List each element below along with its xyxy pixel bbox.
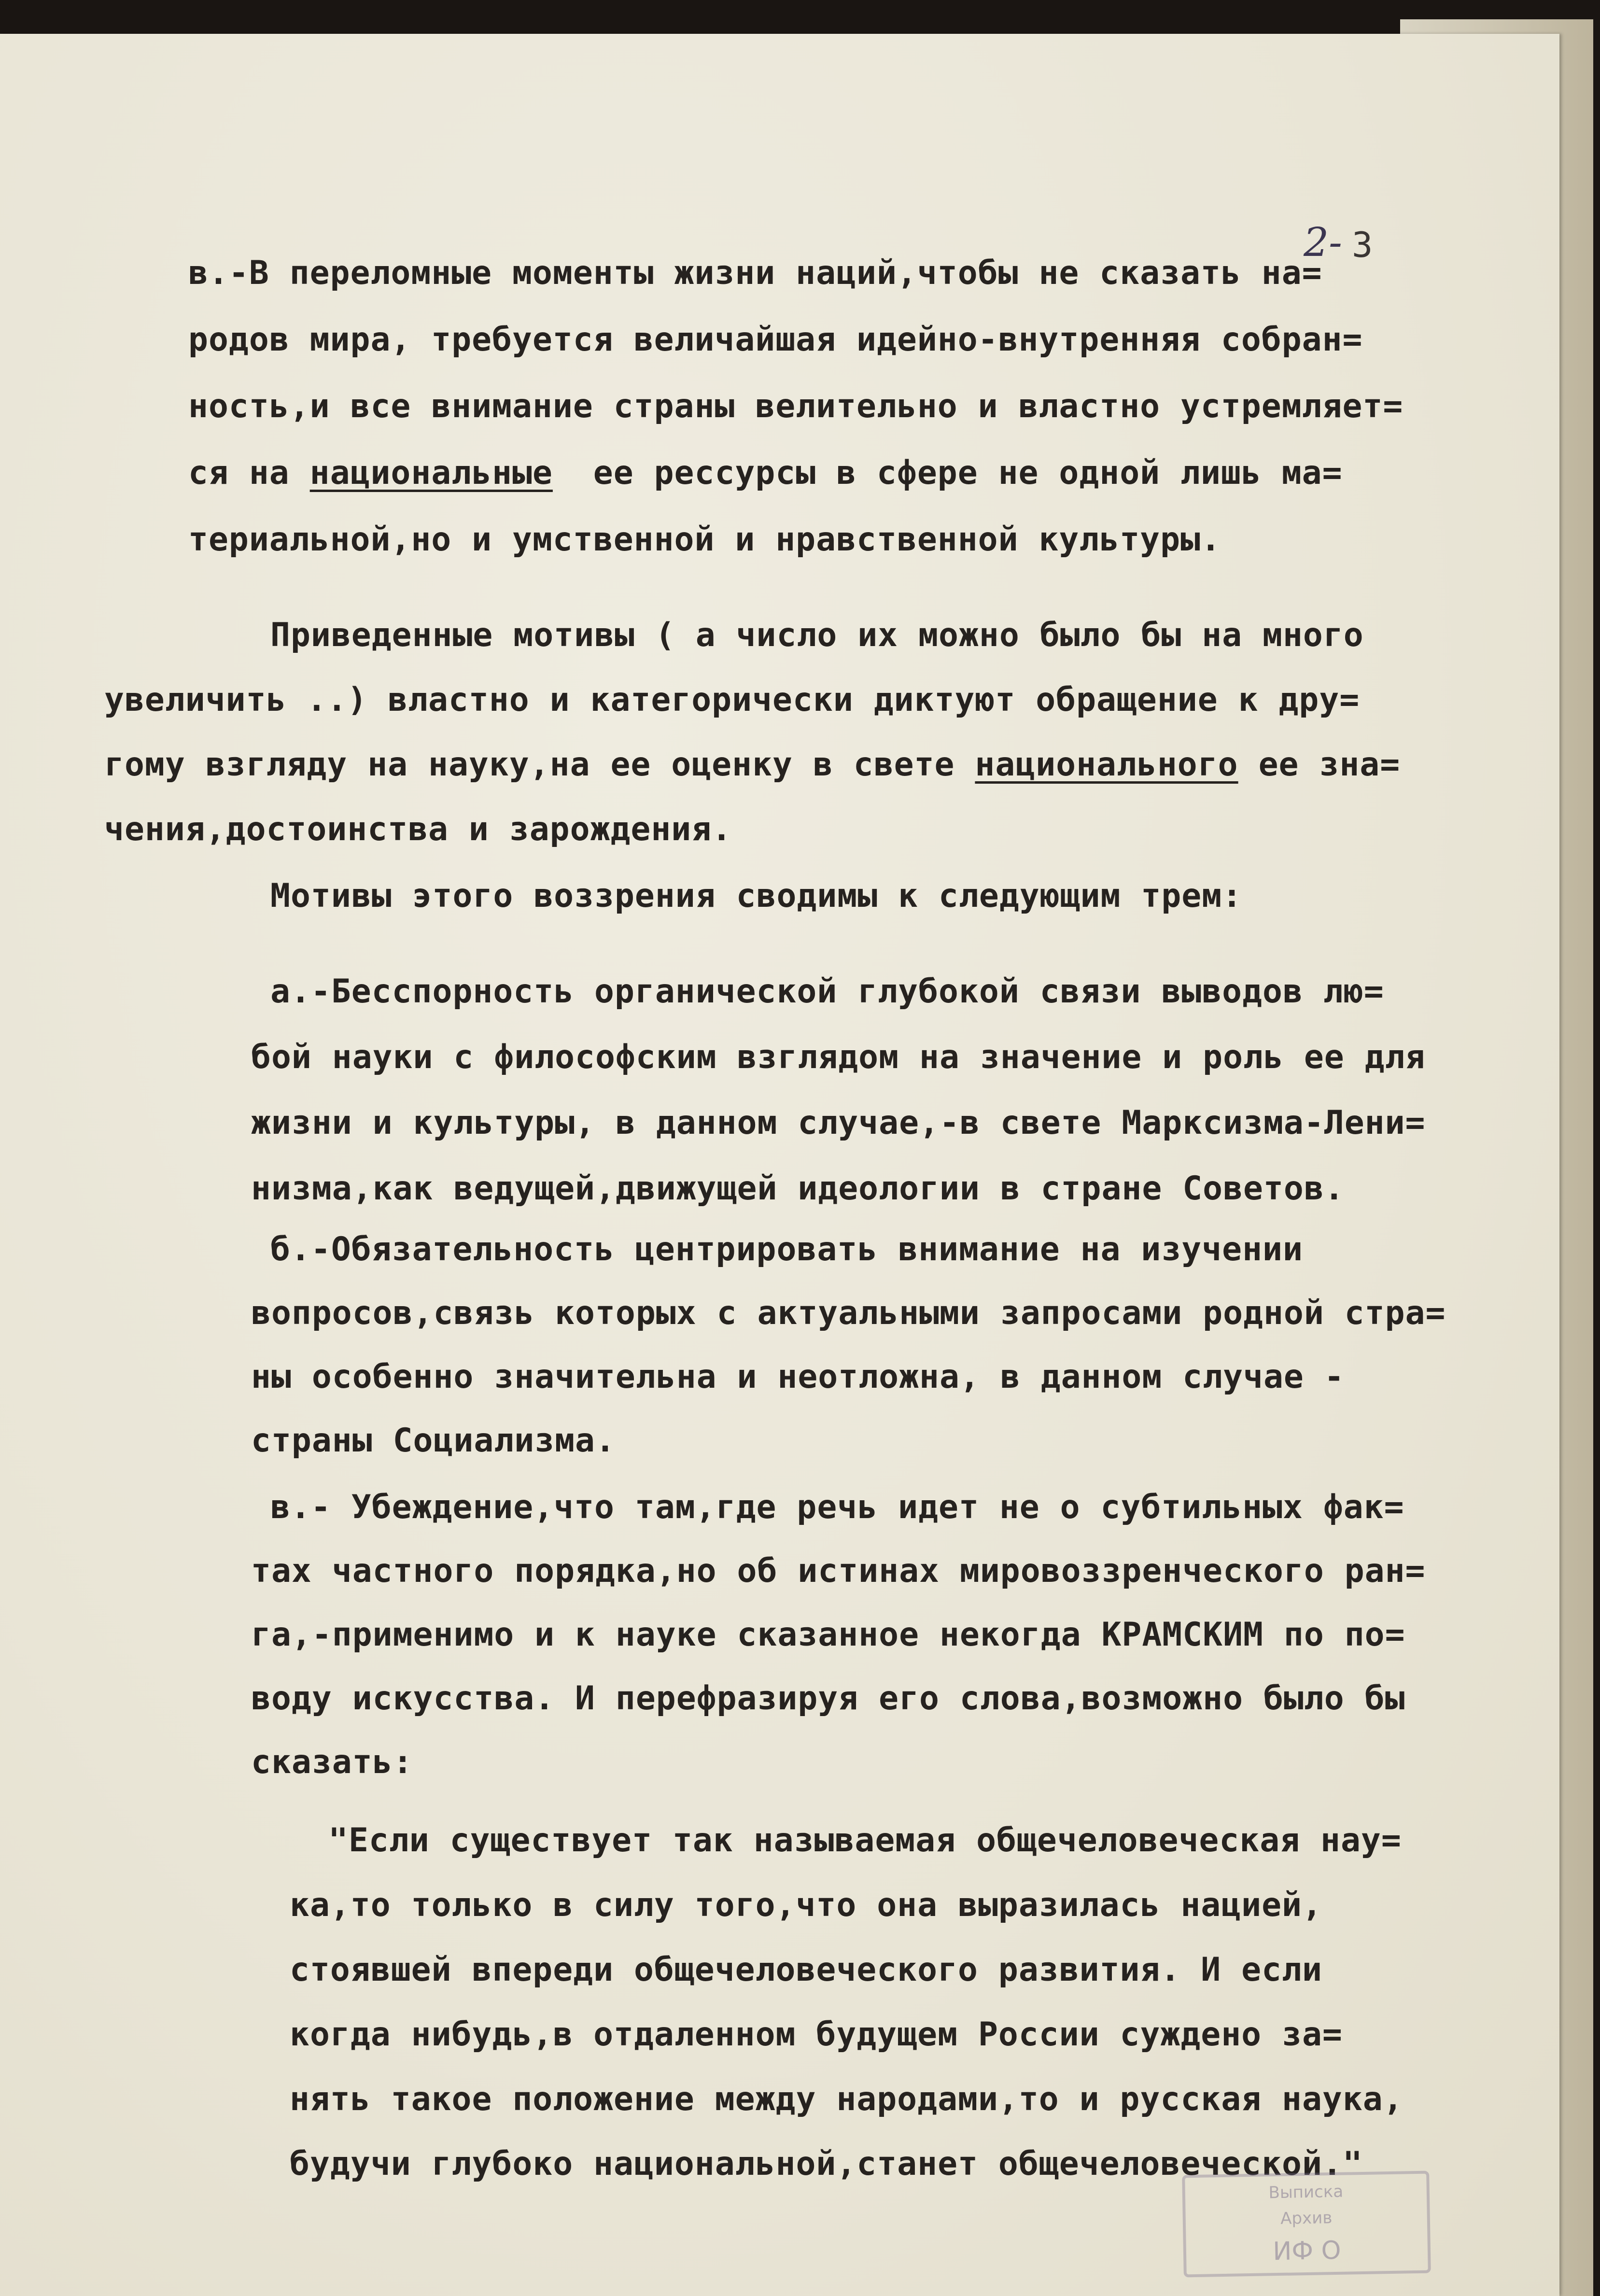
- text-line: териальной,но и умственной и нравственной культуры.: [188, 521, 1221, 559]
- text-line: будучи глубоко национальной,станет общечеловеческой.": [290, 2145, 1363, 2183]
- text-line: сказать:: [251, 1743, 413, 1781]
- text-line: ность,и все внимание страны велительно и властно устремляет=: [188, 387, 1404, 425]
- text-line: ся на национальные ее рессурсы в сфере не одной лишь ма=: [188, 454, 1343, 492]
- page-number: 3: [1352, 225, 1373, 265]
- text-line: Приведенные мотивы ( а число их можно было бы на много: [270, 616, 1364, 654]
- text-line: гому взгляду на науку,на ее оценку в свете национального ее зна=: [104, 746, 1401, 784]
- text-line: га,-применимо и к науке сказанное некогда КРАМСКИМ по по=: [251, 1616, 1405, 1654]
- text-line: страны Социализма.: [251, 1422, 616, 1460]
- text-line: чения,достоинства и зарождения.: [104, 810, 732, 848]
- underlined-word: национального: [975, 746, 1238, 784]
- text-line: нять такое положение между народами,то и русская наука,: [290, 2080, 1404, 2118]
- text-line: в.-В переломные моменты жизни наций,чтобы не сказать на=: [188, 254, 1322, 292]
- text-line: воду искусства. И перефразируя его слова,возможно было бы: [251, 1679, 1405, 1718]
- underlined-word: национальные: [309, 454, 553, 492]
- text-line: родов мира, требуется величайшая идейно-внутренняя собран=: [188, 321, 1363, 359]
- handwritten-page-number: 2-: [1304, 220, 1342, 266]
- text-line: ны особенно значительна и неотложна, в данном случае -: [251, 1358, 1345, 1396]
- text-line: низма,как ведущей,движущей идеологии в стране Советов.: [251, 1169, 1345, 1208]
- text-line: вопросов,связь которых с актуальными запросами родной стра=: [251, 1294, 1446, 1332]
- text-line: стоявшей впереди общечеловеческого развития. И если: [290, 1951, 1322, 1989]
- text-line: когда нибудь,в отдаленном будущем России суждено за=: [290, 2015, 1343, 2054]
- text-line: бой науки с философским взглядом на значение и роль ее для: [251, 1038, 1426, 1076]
- text-line: увеличить ..) властно и категорически диктуют обращение к дру=: [104, 681, 1360, 719]
- document-page: [0, 34, 1559, 2296]
- text-line: ка,то только в силу того,что она выразилась нацией,: [290, 1886, 1322, 1924]
- text-line: б.-Обязательность центрировать внимание на изучении: [270, 1230, 1303, 1268]
- archive-stamp: Выписка Архив ИФ О: [1182, 2171, 1431, 2278]
- text-line: "Если существует так называемая общечеловеческая нау=: [328, 1821, 1402, 1859]
- text-line: Мотивы этого воззрения сводимы к следующим трем:: [270, 877, 1243, 915]
- text-line: тах частного порядка,но об истинах мировоззренческого ран=: [251, 1552, 1426, 1590]
- text-line: жизни и культуры, в данном случае,-в свете Марксизма-Лени=: [251, 1104, 1426, 1142]
- text-line: в.- Убеждение,что там,где речь идет не о субтильных фак=: [270, 1488, 1404, 1526]
- text-line: а.-Бесспорность органической глубокой связи выводов лю=: [270, 972, 1384, 1011]
